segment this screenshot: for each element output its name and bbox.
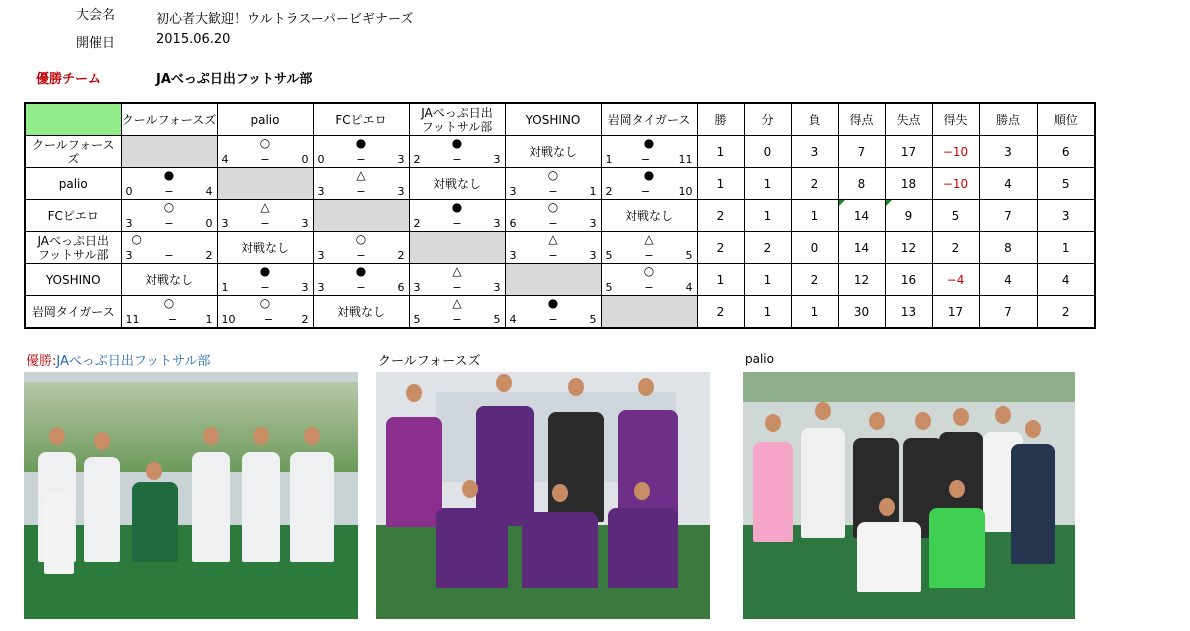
score-for: 3: [317, 185, 325, 198]
result-score: [606, 154, 693, 166]
result-symbol: ○: [547, 168, 559, 182]
result-symbol: ○: [259, 136, 271, 150]
score-dash: −: [260, 281, 270, 294]
no-match-label: 対戦なし: [432, 177, 481, 191]
stat-goal-diff: 2: [932, 232, 979, 264]
result-cell: [121, 168, 217, 200]
result-cell: [409, 264, 505, 296]
result-symbol: ●: [547, 296, 559, 310]
stat-wins: 1: [697, 136, 744, 168]
score-against: 6: [397, 281, 405, 294]
result-symbol: ●: [355, 136, 367, 150]
score-against: 11: [678, 153, 693, 166]
stat-rank: 5: [1037, 168, 1095, 200]
diagonal-cell: [121, 136, 217, 168]
photo2-caption: クールフォースズ: [378, 354, 481, 369]
result-score: [318, 154, 405, 166]
score-dash: −: [548, 185, 558, 198]
score-against: 10: [678, 185, 693, 198]
score-for: 0: [317, 153, 325, 166]
score-for: 2: [413, 153, 421, 166]
column-header: palio: [217, 103, 313, 136]
stat-goals-against: 9: [885, 200, 932, 232]
result-score: [606, 186, 693, 198]
result-cell: [505, 200, 601, 232]
score-dash: −: [263, 313, 274, 326]
score-for: 3: [509, 185, 517, 198]
stat-rank: 4: [1037, 264, 1095, 296]
score-for: 2: [605, 185, 613, 198]
column-header: 負: [791, 103, 838, 136]
stat-losses: 1: [791, 200, 838, 232]
result-score: [126, 218, 213, 230]
result-cell: [601, 136, 697, 168]
stat-draws: 0: [744, 136, 791, 168]
score-dash: −: [164, 217, 174, 230]
column-header: クールフォースズ: [121, 103, 217, 136]
stat-wins: 1: [697, 168, 744, 200]
score-against: 1: [205, 313, 213, 326]
row-team-name: クールフォースズ: [25, 136, 121, 168]
winner-team: JAべっぷ日出フットサル部: [156, 72, 313, 87]
result-symbol: △: [548, 232, 558, 246]
score-dash: −: [167, 313, 178, 326]
photo3-caption: palio: [745, 352, 774, 366]
result-cell: [217, 296, 313, 329]
stat-draws: 2: [744, 232, 791, 264]
result-cell: [505, 296, 601, 329]
row-team-name: 岩岡タイガース: [25, 296, 121, 329]
stat-goals-against: 16: [885, 264, 932, 296]
result-cell: [217, 200, 313, 232]
score-dash: −: [644, 249, 654, 262]
stat-rank: 1: [1037, 232, 1095, 264]
stat-goal-diff: −10: [932, 136, 979, 168]
score-dash: −: [452, 217, 462, 230]
score-dash: −: [548, 249, 558, 262]
league-table: [24, 102, 1096, 329]
winner-label: 優勝チーム: [36, 72, 102, 87]
result-score: [414, 154, 501, 166]
stat-wins: 1: [697, 264, 744, 296]
table-row: [25, 264, 1095, 296]
diagonal-cell: [505, 264, 601, 296]
stat-goals-against: 18: [885, 168, 932, 200]
stat-losses: 2: [791, 168, 838, 200]
score-dash: −: [260, 153, 270, 166]
no-match-label: 対戦なし: [240, 241, 289, 255]
column-header: 得失: [932, 103, 979, 136]
result-score: [222, 218, 309, 230]
table-header-row: [25, 103, 1095, 136]
stat-goal-diff: 17: [932, 296, 979, 329]
score-against: 2: [397, 249, 405, 262]
result-score: [318, 282, 405, 294]
result-cell: [409, 200, 505, 232]
no-match-cell: [505, 136, 601, 168]
team-photo-palio: [743, 372, 1075, 619]
score-dash: −: [356, 281, 366, 294]
score-dash: −: [640, 153, 651, 166]
stat-goals-against: 17: [885, 136, 932, 168]
score-for: 3: [317, 281, 325, 294]
result-symbol: ○: [163, 296, 175, 310]
result-score: [414, 282, 501, 294]
result-cell: [505, 168, 601, 200]
score-for: 3: [413, 281, 421, 294]
result-symbol: ○: [163, 200, 175, 214]
result-score: [126, 314, 213, 326]
score-dash: −: [452, 153, 462, 166]
column-header: 順位: [1037, 103, 1095, 136]
row-team-name: palio: [25, 168, 121, 200]
diagonal-cell: [409, 232, 505, 264]
score-dash: −: [164, 249, 174, 262]
stat-losses: 1: [791, 296, 838, 329]
result-score: [222, 154, 309, 166]
result-score: [510, 314, 597, 326]
result-symbol: △: [644, 232, 654, 246]
score-for: 6: [509, 217, 517, 230]
column-header: 岩岡タイガース: [601, 103, 697, 136]
diagonal-cell: [313, 200, 409, 232]
score-for: 1: [605, 153, 613, 166]
score-against: 0: [205, 217, 213, 230]
result-symbol: ○: [643, 264, 655, 278]
stat-draws: 1: [744, 168, 791, 200]
row-team-name: YOSHINO: [25, 264, 121, 296]
score-dash: −: [356, 185, 366, 198]
score-against: 4: [205, 185, 213, 198]
result-score: [414, 218, 501, 230]
stat-goals-for: 7: [838, 136, 885, 168]
stat-points: 4: [979, 168, 1037, 200]
result-cell: [121, 296, 217, 329]
result-symbol: ●: [451, 200, 463, 214]
column-header: YOSHINO: [505, 103, 601, 136]
score-for: 3: [125, 217, 133, 230]
score-dash: −: [640, 185, 651, 198]
team-photo-winner: [24, 372, 358, 619]
score-against: 3: [493, 281, 501, 294]
stat-losses: 3: [791, 136, 838, 168]
result-score: [510, 218, 597, 230]
no-match-cell: [313, 296, 409, 329]
stat-goal-diff: −10: [932, 168, 979, 200]
score-for: 5: [605, 281, 613, 294]
result-cell: [601, 264, 697, 296]
stat-goals-for: 14: [838, 232, 885, 264]
result-symbol: △: [452, 296, 462, 310]
photo1-caption: [26, 350, 210, 369]
result-score: [510, 186, 597, 198]
score-against: 3: [493, 217, 501, 230]
score-dash: −: [452, 313, 462, 326]
result-cell: [601, 232, 697, 264]
result-symbol: △: [452, 264, 462, 278]
score-for: 3: [509, 249, 517, 262]
score-dash: −: [164, 185, 174, 198]
score-for: 5: [605, 249, 613, 262]
column-header: 得点: [838, 103, 885, 136]
table-row: [25, 136, 1095, 168]
stat-draws: 1: [744, 264, 791, 296]
table-row: [25, 232, 1095, 264]
result-cell: [313, 136, 409, 168]
stat-rank: 6: [1037, 136, 1095, 168]
result-cell: [313, 232, 409, 264]
stat-wins: 2: [697, 200, 744, 232]
table-row: [25, 296, 1095, 329]
result-symbol: ○: [355, 232, 367, 246]
stat-rank: 2: [1037, 296, 1095, 329]
score-against: 1: [589, 185, 597, 198]
score-for: 11: [125, 313, 140, 326]
result-cell: [409, 296, 505, 329]
column-header: 分: [744, 103, 791, 136]
result-score: [222, 282, 309, 294]
no-match-cell: [601, 200, 697, 232]
score-for: 3: [125, 249, 133, 262]
stat-goals-for: 12: [838, 264, 885, 296]
result-symbol: ●: [355, 264, 367, 278]
tournament-label: 大会名: [76, 8, 116, 23]
score-against: 3: [589, 217, 597, 230]
stat-points: 4: [979, 264, 1037, 296]
result-score: [606, 282, 693, 294]
no-match-cell: [409, 168, 505, 200]
score-dash: −: [356, 249, 366, 262]
table-body: [25, 136, 1095, 329]
result-score: [222, 314, 309, 326]
stat-goals-for: 14: [838, 200, 885, 232]
column-header: FCピエロ: [313, 103, 409, 136]
stat-points: 7: [979, 296, 1037, 329]
score-for: 10: [221, 313, 236, 326]
column-header: 失点: [885, 103, 932, 136]
stat-goals-for: 30: [838, 296, 885, 329]
date-label: 開催日: [76, 36, 116, 51]
score-dash: −: [548, 313, 558, 326]
stat-wins: 2: [697, 296, 744, 329]
score-dash: −: [356, 153, 366, 166]
score-against: 3: [397, 153, 405, 166]
result-symbol: ○: [131, 232, 142, 246]
result-score: [414, 314, 501, 326]
score-against: 5: [493, 313, 501, 326]
no-match-label: 対戦なし: [624, 209, 673, 223]
column-header: 勝: [697, 103, 744, 136]
score-against: 4: [685, 281, 693, 294]
score-against: 2: [205, 249, 213, 262]
result-symbol: ○: [547, 200, 559, 214]
score-against: 5: [589, 313, 597, 326]
score-against: 2: [301, 313, 309, 326]
stat-points: 7: [979, 200, 1037, 232]
result-cell: [601, 168, 697, 200]
score-dash: −: [644, 281, 654, 294]
no-match-label: 対戦なし: [528, 145, 577, 159]
tournament-name: 初心者大歓迎！ウルトラスーパービギナーズ: [156, 12, 414, 27]
row-team-name: FCピエロ: [25, 200, 121, 232]
result-symbol: ●: [643, 168, 655, 182]
score-dash: −: [452, 281, 462, 294]
diagonal-cell: [217, 168, 313, 200]
result-symbol: △: [356, 168, 366, 182]
stat-rank: 3: [1037, 200, 1095, 232]
result-score: [318, 186, 405, 198]
result-score: [126, 186, 213, 198]
column-header: JAべっぷ日出フットサル部: [409, 103, 505, 136]
result-score: [318, 250, 405, 262]
score-against: 3: [589, 249, 597, 262]
result-cell: [313, 264, 409, 296]
result-symbol: ●: [259, 264, 271, 278]
no-match-cell: [217, 232, 313, 264]
stat-draws: 1: [744, 296, 791, 329]
score-against: 5: [685, 249, 693, 262]
stat-goal-diff: −4: [932, 264, 979, 296]
score-for: 3: [317, 249, 325, 262]
stat-losses: 2: [791, 264, 838, 296]
table-row: [25, 168, 1095, 200]
result-symbol: ●: [643, 136, 655, 150]
score-for: 3: [221, 217, 229, 230]
result-score: [606, 250, 693, 262]
result-score: [510, 250, 597, 262]
score-for: 1: [221, 281, 229, 294]
stat-points: 8: [979, 232, 1037, 264]
row-team-name: JAべっぷ日出フットサル部: [25, 232, 121, 264]
date-value: 2015.06.20: [156, 32, 231, 47]
stat-losses: 0: [791, 232, 838, 264]
score-against: 0: [301, 153, 309, 166]
column-header: 勝点: [979, 103, 1037, 136]
score-for: 4: [509, 313, 517, 326]
result-symbol: ●: [163, 168, 175, 182]
result-cell: [121, 200, 217, 232]
no-match-label: 対戦なし: [336, 305, 385, 319]
stat-draws: 1: [744, 200, 791, 232]
score-dash: −: [260, 217, 270, 230]
score-for: 4: [221, 153, 229, 166]
stat-points: 3: [979, 136, 1037, 168]
score-against: 3: [301, 281, 309, 294]
score-for: 0: [125, 185, 133, 198]
stat-wins: 2: [697, 232, 744, 264]
stat-goals-against: 13: [885, 296, 932, 329]
corner-cell: [25, 103, 121, 136]
table-row: [25, 200, 1095, 232]
no-match-cell: [121, 264, 217, 296]
result-cell: [217, 136, 313, 168]
result-cell: [505, 232, 601, 264]
score-for: 5: [413, 313, 421, 326]
result-symbol: ●: [451, 136, 463, 150]
result-cell: [409, 136, 505, 168]
result-symbol: ○: [259, 296, 271, 310]
result-score: [126, 250, 213, 262]
stat-goal-diff: 5: [932, 200, 979, 232]
score-against: 3: [397, 185, 405, 198]
team-photo-coolforces: [376, 372, 710, 619]
stat-goals-for: 8: [838, 168, 885, 200]
result-cell: [121, 232, 217, 264]
stat-goals-against: 12: [885, 232, 932, 264]
score-against: 3: [493, 153, 501, 166]
photo1-caption-prefix: 優勝:: [26, 354, 57, 369]
result-symbol: △: [260, 200, 270, 214]
result-cell: [313, 168, 409, 200]
result-cell: [217, 264, 313, 296]
score-for: 2: [413, 217, 421, 230]
diagonal-cell: [601, 296, 697, 329]
photo1-caption-team: JAべっぷ日出フットサル部: [56, 354, 211, 369]
score-against: 3: [301, 217, 309, 230]
score-dash: −: [548, 217, 558, 230]
no-match-label: 対戦なし: [144, 273, 193, 287]
